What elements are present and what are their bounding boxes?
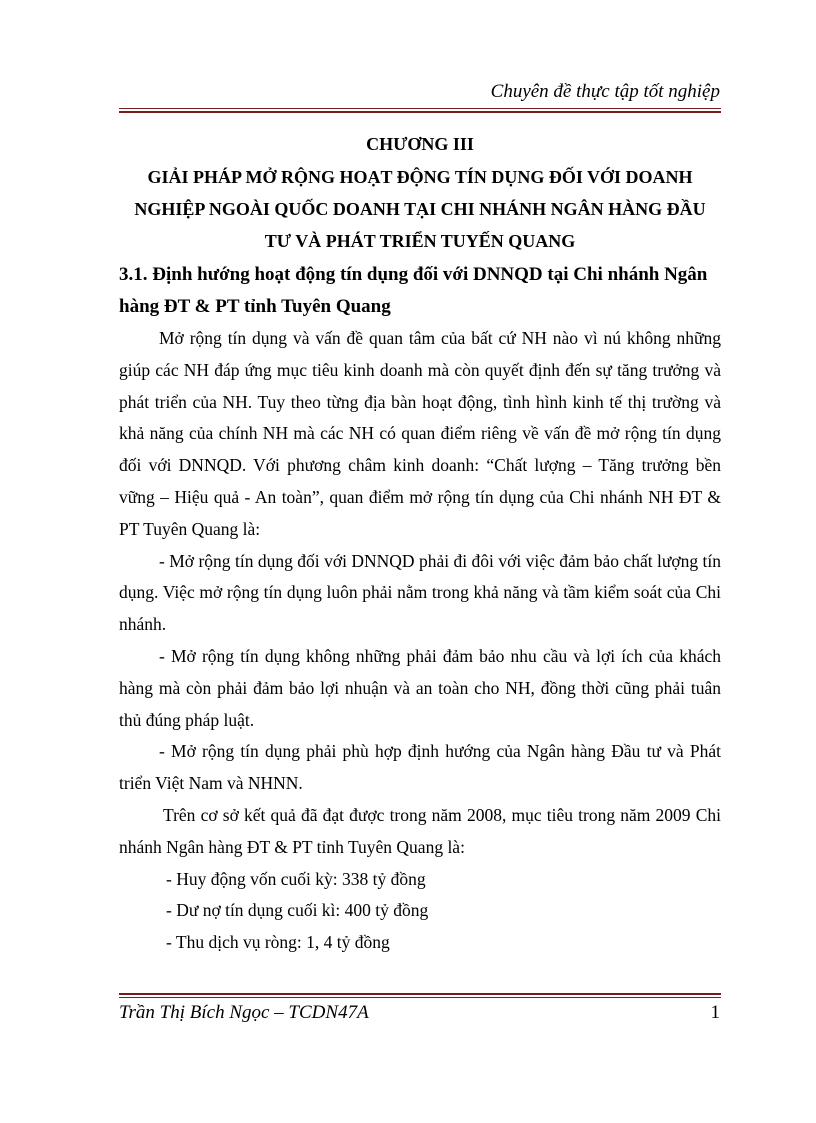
page-content: [119, 128, 721, 959]
footer-rule: [119, 993, 721, 998]
target-item: - Thu dịch vụ ròng: 1, 4 tỷ đồng: [166, 932, 390, 953]
header-title: Chuyên đề thực tập tốt nghiệp: [490, 81, 720, 102]
chapter-number: CHƯƠNG III: [366, 134, 474, 154]
targets-intro-paragraph: Trên cơ sở kết quả đã đạt được trong năm 2008, mục tiêu trong năm 2009 Chi nhánh Ngân hàng ĐT & PT tỉnh Tuyên Quang là:: [119, 804, 721, 857]
chapter-title-line: GIẢI PHÁP MỞ RỘNG HOẠT ĐỘNG TÍN DỤNG ĐỐI VỚI DOANH: [147, 167, 693, 187]
page-number: 1: [710, 1002, 720, 1023]
section-heading: 3.1. Định hướng hoạt động tín dụng đối với DNNQD tại Chi nhánh Ngân hàng ĐT & PT tỉnh Tuyên Quang: [119, 264, 708, 317]
intro-paragraph: Mở rộng tín dụng và vấn đề quan tâm của bất cứ NH nào vì nú không những giúp các NH đáp ứng mục tiêu kinh doanh mà còn quyết định đến sự tăng trưởng và phát triển của NH. Tuy theo từng địa bàn hoạt động, tình hình kinh tế thị trường và khả năng của chính NH mà các NH có quan điểm riêng về vấn đề mở rộng tín dụng đối với DNNQD. Với phương châm kinh doanh: “Chất lượng – Tăng trưởng bền vững – Hiệu quả - An toàn”, quan điểm mở rộng tín dụng của Chi nhánh NH ĐT & PT Tuyên Quang là:: [119, 328, 721, 539]
footer-author: Trần Thị Bích Ngọc – TCDN47A: [119, 1002, 369, 1023]
bullet-paragraph: - Mở rộng tín dụng không những phải đảm bảo nhu cầu và lợi ích của khách hàng mà còn phải đảm bảo lợi nhuận và an toàn cho NH, đồng thời cũng phải tuân thủ đúng pháp luật.: [119, 645, 721, 730]
target-item: - Dư nợ tín dụng cuối kì: 400 tỷ đồng: [166, 900, 429, 921]
chapter-title-line: TƯ VÀ PHÁT TRIỂN TUYẾN QUANG: [264, 231, 576, 251]
bullet-paragraph: - Mở rộng tín dụng đối với DNNQD phải đi đôi với việc đảm bảo chất lượng tín dụng. Việc mở rộng tín dụng luôn phải nằm trong khả năng và tầm kiểm soát của Chi nhánh.: [119, 550, 721, 635]
chapter-title-line: NGHIỆP NGOÀI QUỐC DOANH TẠI CHI NHÁNH NGÂN HÀNG ĐẦU: [134, 199, 706, 219]
bullet-paragraph: - Mở rộng tín dụng phải phù hợp định hướng của Ngân hàng Đầu tư và Phát triển Việt Nam và NHNN.: [119, 741, 721, 794]
target-item: - Huy động vốn cuối kỳ: 338 tỷ đồng: [166, 868, 426, 889]
header-rule: [119, 108, 721, 113]
